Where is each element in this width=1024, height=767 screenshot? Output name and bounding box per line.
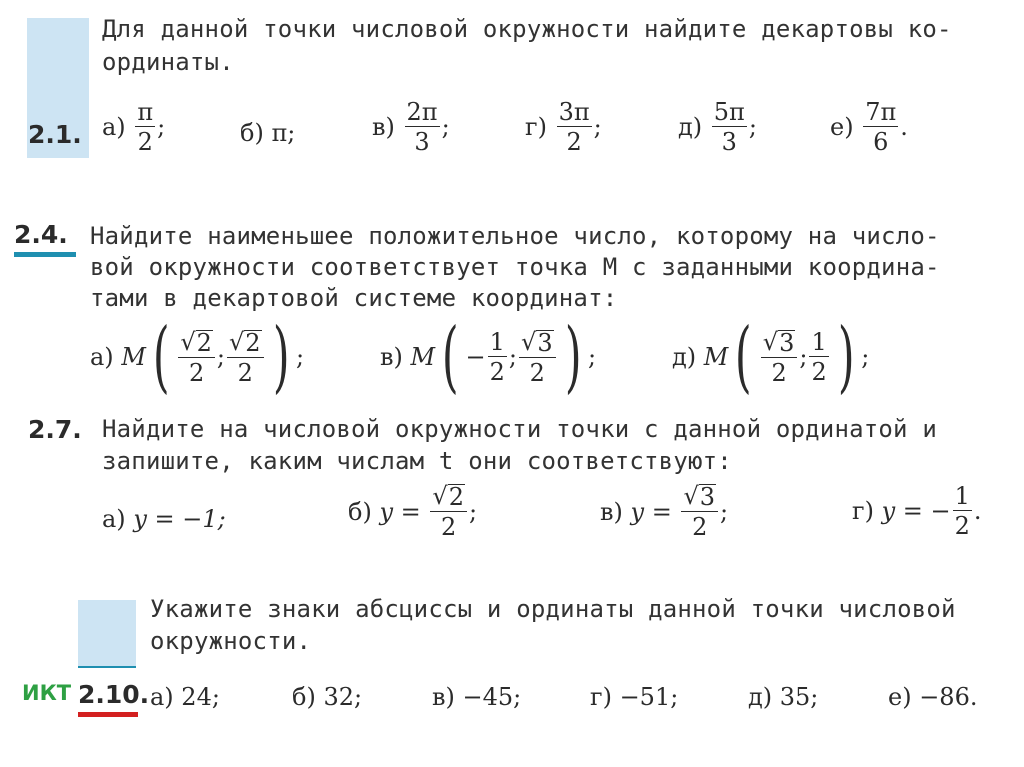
exercise-2-7-text-line1: Найдите на числовой окружности точки с данной ординатой и — [102, 415, 938, 443]
answer-label: б) — [348, 497, 372, 526]
answer-end: ; — [441, 113, 450, 141]
exercise-2-1-answer-b — [240, 119, 295, 147]
answer-end: . — [973, 497, 982, 525]
sqrt-icon: √ — [229, 327, 245, 356]
answer-lhs: y = — [630, 497, 672, 526]
answer-end: ; — [593, 113, 602, 141]
numerator: 5π — [713, 98, 745, 126]
numerator: 1 — [954, 482, 970, 510]
numerator: 2π — [406, 98, 438, 126]
exercise-2-4-answer-v — [380, 312, 597, 402]
denominator: 2 — [566, 128, 582, 156]
sqrt-icon: √ — [180, 327, 196, 356]
answer-expression: y = −1; — [133, 505, 226, 533]
exercise-2-7-text-line2: запишите, каким числам t они соответствуют: — [102, 447, 732, 475]
sqrt-icon: √ — [432, 482, 448, 510]
point-label: M — [121, 343, 146, 371]
exercise-2-4-answer-a — [90, 312, 305, 402]
answer-label: е) — [830, 113, 854, 141]
fraction-y — [227, 327, 264, 387]
point-label: M — [703, 343, 729, 371]
exercise-2-10-answer-a: а) 24; — [150, 683, 220, 711]
fraction — [135, 100, 155, 154]
exercise-2-1-text-line1: Для данной точки числовой окружности найдите декартовы ко- — [102, 15, 952, 43]
exercise-2-10-tag: ИКТ — [22, 681, 72, 705]
left-paren: ( — [441, 312, 459, 402]
answer-end: ; — [296, 343, 305, 371]
sqrt-icon: √ — [762, 327, 779, 356]
exercise-2-10-number: 2.10. — [78, 680, 150, 709]
answer-lhs: y = − — [881, 497, 951, 525]
separator: ; — [799, 343, 808, 371]
exercise-2-4-number: 2.4. — [14, 220, 68, 249]
answer-lhs: y = — [379, 497, 421, 526]
exercise-2-1-answer-e — [830, 100, 908, 154]
exercise-2-4-text-line1: Найдите наименьшее положительное число, которому на число- — [90, 222, 940, 250]
exercise-2-4-text-line2: вой окружности соответствует точка M с заданными координа- — [90, 253, 940, 281]
fraction — [430, 484, 467, 539]
exercise-2-10-answer-g: г) −51; — [590, 683, 679, 711]
fraction-x — [488, 330, 507, 384]
denominator: 2 — [529, 358, 545, 387]
radicand: 2 — [196, 328, 212, 357]
separator: ; — [216, 343, 225, 371]
fraction — [681, 484, 718, 539]
exercise-2-10-answer-d: д) 35; — [748, 683, 819, 711]
exercise-2-4-answer-d — [672, 312, 870, 402]
left-paren: ( — [735, 312, 752, 402]
answer-label: д) — [672, 343, 697, 371]
answer-label: д) — [678, 113, 703, 141]
exercise-2-10-text-line2: окружности. — [150, 627, 312, 655]
denominator: 2 — [137, 128, 153, 156]
sqrt-icon: √ — [683, 482, 699, 510]
exercise-2-7-answer-v — [600, 484, 728, 539]
fraction-y — [809, 330, 828, 384]
exercise-2-1-number: 2.1. — [28, 120, 82, 149]
fraction — [405, 100, 440, 154]
answer-label: в) — [380, 343, 403, 371]
denominator: 3 — [721, 128, 737, 156]
exercise-2-1-text-line2: ординаты. — [102, 48, 234, 76]
denominator: 2 — [441, 513, 457, 541]
radicand: 2 — [245, 328, 261, 357]
denominator: 2 — [771, 358, 787, 387]
numerator: 1 — [489, 328, 505, 356]
left-paren: ( — [152, 312, 170, 402]
exercise-2-10-answer-e: е) −86. — [888, 683, 978, 711]
separator: ; — [508, 343, 518, 371]
answer-end: ; — [157, 113, 166, 141]
right-paren: ) — [272, 312, 290, 402]
fraction-y — [519, 327, 556, 387]
denominator: 2 — [954, 512, 970, 540]
answer-label: а) — [102, 113, 126, 141]
answer-label: а) — [90, 343, 114, 371]
exercise-2-10-answer-v: в) −45; — [432, 683, 522, 711]
answer-end: ; — [468, 497, 478, 526]
answer-label: а) — [102, 505, 126, 533]
exercise-2-1-answer-v — [372, 100, 450, 154]
radicand: 3 — [779, 328, 795, 357]
answer-end: . — [900, 113, 908, 141]
exercise-2-4-underline — [14, 252, 76, 257]
exercise-2-10-text-line1: Укажите знаки абсциссы и ординаты данной точки числовой — [150, 595, 956, 623]
exercise-2-7-number: 2.7. — [28, 415, 82, 444]
answer-end: ; — [861, 343, 870, 371]
exercise-2-1-answer-g — [525, 100, 602, 154]
radicand: 3 — [699, 483, 716, 511]
answer-value: π; — [271, 119, 296, 147]
exercise-2-7-answer-a — [102, 505, 226, 533]
answer-label: в) — [600, 497, 623, 526]
denominator: 2 — [237, 358, 253, 387]
exercise-2-4-text-line3: тами в декартовой системе координат: — [90, 284, 618, 312]
exercise-2-10-highlight-bar — [78, 600, 136, 666]
exercise-2-1-answer-a — [102, 100, 165, 154]
minus-sign: − — [465, 343, 486, 371]
right-paren: ) — [564, 312, 582, 402]
answer-end: ; — [588, 343, 597, 371]
numerator: 1 — [811, 328, 827, 356]
fraction — [557, 100, 592, 154]
exercise-2-10-divider — [78, 666, 136, 668]
fraction-x — [761, 327, 798, 387]
fraction — [953, 484, 972, 538]
exercise-2-7-answer-b — [348, 484, 477, 539]
answer-label: б) — [240, 119, 264, 147]
answer-end: ; — [748, 113, 757, 141]
exercise-2-1-answer-d — [678, 100, 757, 154]
denominator: 2 — [188, 358, 205, 387]
fraction-x — [178, 327, 215, 387]
radicand: 3 — [537, 328, 553, 357]
answer-label: в) — [372, 113, 395, 141]
denominator: 3 — [414, 128, 430, 156]
exercise-2-10-underline — [78, 712, 138, 717]
fraction — [863, 100, 898, 154]
denominator: 2 — [692, 513, 708, 541]
denominator: 6 — [873, 128, 889, 156]
answer-label: г) — [525, 113, 547, 141]
answer-end: ; — [720, 497, 729, 526]
radicand: 2 — [448, 483, 464, 511]
right-paren: ) — [837, 312, 855, 402]
sqrt-icon: √ — [521, 327, 537, 356]
fraction — [712, 100, 747, 154]
numerator: 7π — [865, 98, 897, 126]
denominator: 2 — [489, 358, 505, 386]
exercise-2-7-answer-g — [852, 484, 982, 538]
answer-label: г) — [852, 497, 874, 525]
numerator: π — [137, 98, 154, 126]
denominator: 2 — [811, 358, 827, 386]
exercise-2-10-answer-b: б) 32; — [292, 683, 363, 711]
numerator: 3π — [558, 98, 590, 126]
point-label: M — [410, 343, 436, 371]
